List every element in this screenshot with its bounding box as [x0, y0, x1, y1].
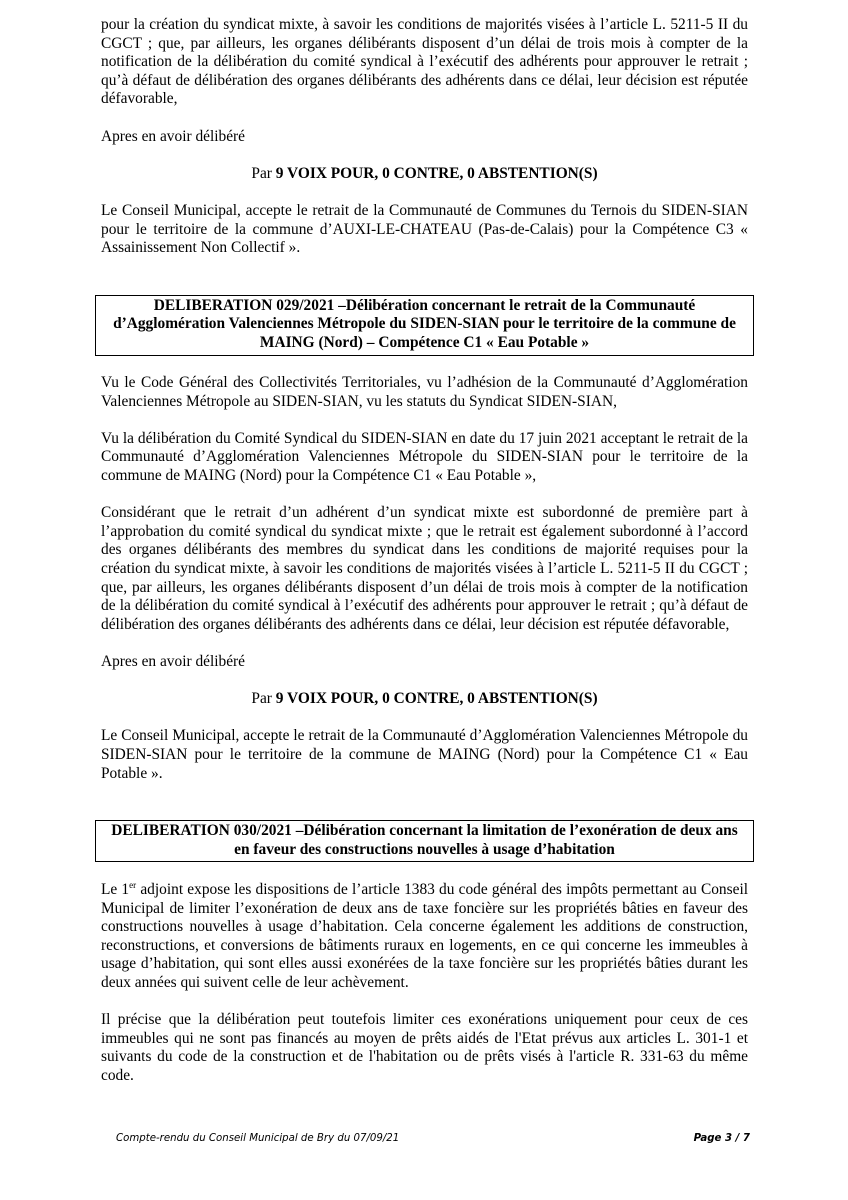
- paragraph: Vu le Code Général des Collectivités Territoriales, vu l’adhésion de la Communauté d’Agglomération Valenciennes Métropole au SIDEN-SIAN, vu les statuts du Syndicat SIDEN-SIAN,: [101, 374, 748, 410]
- vote-prefix: Par: [251, 690, 276, 708]
- page-footer: [116, 1133, 750, 1144]
- deliberation-030-title: DELIBERATION 030/2021 –Délibération concernant la limitation de l’exonération de deux ans en faveur des constructions nouvelles à usage d’habitation: [95, 820, 754, 862]
- page-content: [101, 16, 748, 1085]
- ordinal-suffix: er: [129, 879, 137, 890]
- vote-count: 9 VOIX POUR, 0 CONTRE, 0 ABSTENTION(S): [275, 164, 598, 182]
- deliberation-statement: Apres en avoir délibéré: [101, 127, 246, 145]
- council-decision: Le Conseil Municipal, accepte le retrait de la Communauté d’Agglomération Valenciennes Métropole du SIDEN-SIAN pour le territoire de la commune de MAING (Nord) pour la Compétence C1 « Eau Potable ».: [101, 727, 748, 782]
- vote-result: [101, 165, 748, 184]
- paragraph: pour la création du syndicat mixte, à savoir les conditions de majorités visées à l’article L. 5211-5 II du CGCT ; que, par ailleurs, les organes délibérants disposent d’un délai de trois mois à compter de la notification de la délibération du comité syndical à l’exécutif des adhérents pour approuver le retrait ; qu’à défaut de délibération des organes délibérants des adhérents dans ce délai, leur décision est réputée défavorable,: [101, 16, 748, 108]
- vote-prefix: Par: [251, 164, 276, 182]
- deliberation-statement: Apres en avoir délibéré: [101, 653, 246, 670]
- deliberation-029-title: DELIBERATION 029/2021 –Délibération concernant le retrait de la Communauté d’Agglomération Valenciennes Métropole du SIDEN-SIAN pour le territoire de la commune de MAING (Nord) – Compétence C1 « Eau Potable »: [95, 295, 754, 356]
- page-number: Page 3 / 7: [693, 1133, 750, 1144]
- paragraph: Il précise que la délibération peut toutefois limiter ces exonérations uniquement pour ceux de ces immeubles qui ne sont pas financés au moyen de prêts aidés de l'Etat prévus aux articles L. 301-1 et suivants du code de la construction et de l'habitation ou de prêts visés à l'article R. 331-63 du même code.: [101, 1011, 748, 1084]
- vote-count: 9 VOIX POUR, 0 CONTRE, 0 ABSTENTION(S): [275, 690, 598, 708]
- vote-result: [101, 690, 748, 709]
- paragraph-start: Le 1: [101, 880, 130, 898]
- paragraph: Considérant que le retrait d’un adhérent d’un syndicat mixte est subordonné de première part à l’approbation du comité syndical du syndicat mixte ; que le retrait est également subordonné à l’accord des organes délibérants des membres du syndicat dans les conditions de majorité requises pour la création du syndicat mixte, à savoir les conditions de majorités visées à l’article L. 5211-5 II du CGCT ; que, par ailleurs, les organes délibérants disposent d’un délai de trois mois à compter de la notification de la délibération du comité syndical à l’exécutif des adhérents pour approuver le retrait ; qu’à défaut de délibération des organes délibérants des adhérents dans ce délai, leur décision est réputée défavorable,: [101, 504, 748, 633]
- paragraph: Vu la délibération du Comité Syndical du SIDEN-SIAN en date du 17 juin 2021 acceptant le retrait de la Communauté d’Agglomération Valenciennes Métropole du SIDEN-SIAN pour le territoire de la commune de MAING (Nord) pour la Compétence C1 « Eau Potable »,: [101, 429, 748, 485]
- footer-title: Compte-rendu du Conseil Municipal de Bry du 07/09/21: [116, 1133, 400, 1144]
- council-decision: Le Conseil Municipal, accepte le retrait de la Communauté de Communes du Ternois du SIDEN-SIAN pour le territoire de la commune d’AUXI-LE-CHATEAU (Pas-de-Calais) pour la Compétence C3 « Assainissement Non Collectif ».: [101, 201, 748, 257]
- paragraph-rest: adjoint expose les dispositions de l’article 1383 du code général des impôts permettant au Conseil Municipal de limiter l’exonération de deux ans de taxe foncière sur les propriétés bâties en faveur des constructions nouvelles à usage d’habitation. Cela concerne également les additions de construction, reconstructions, et conversions de bâtiments ruraux en logements, en ce qui concerne les immeubles à usage d’habitation, qui sont elles aussi exonérées de la taxe foncière sur les propriétés bâties durant les deux années qui suivent celle de leur achèvement.: [101, 880, 748, 991]
- paragraph: [101, 881, 748, 993]
